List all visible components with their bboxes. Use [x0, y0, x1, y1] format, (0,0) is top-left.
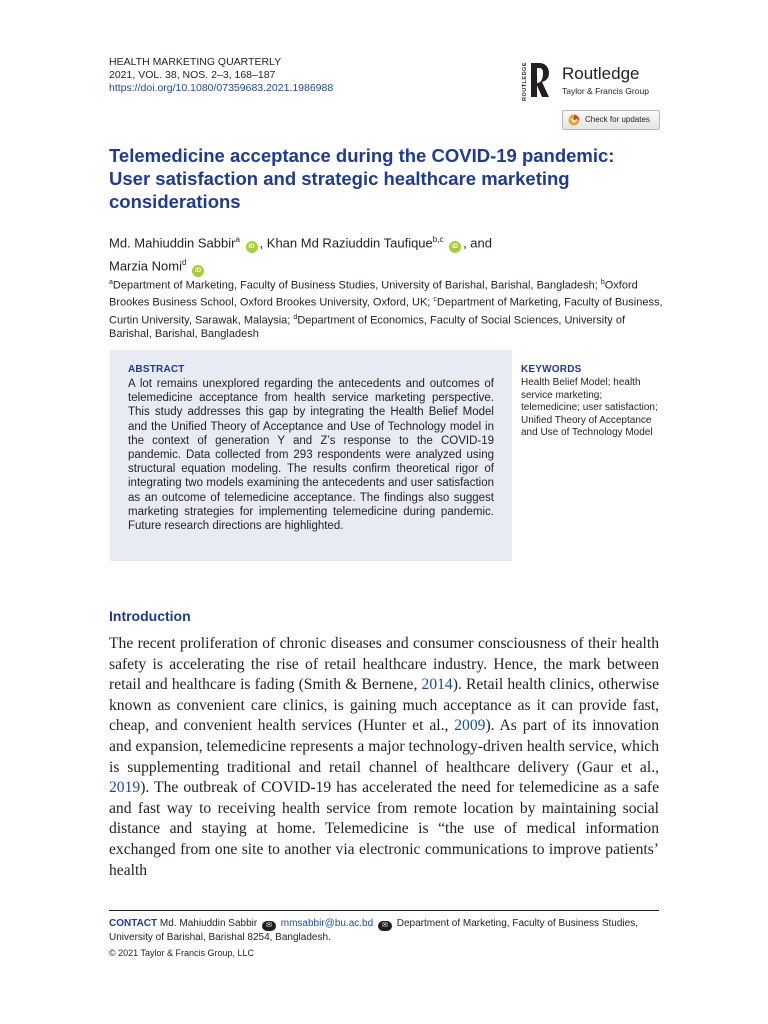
footnote-divider: [109, 910, 659, 911]
affiliation-d: Department of Economics, Faculty of Social Sciences, University of Barishal, Barishal, Bangladesh: [109, 314, 625, 341]
contact-email[interactable]: mmsabbir@bu.ac.bd: [280, 918, 374, 929]
affiliations: [109, 276, 669, 342]
introduction-heading: Introduction: [109, 608, 191, 624]
journal-volume: 2021, VOL. 38, NOS. 2–3, 168–187: [109, 69, 276, 81]
logo-vertical-text: ROUTLEDGE: [522, 62, 528, 102]
affiliation-mark: c: [433, 296, 437, 304]
affiliation-a: Department of Marketing, Faculty of Business Studies, University of Barishal, Barishal, Bangladesh;: [112, 279, 601, 292]
body-text-segment: ). The outbreak of COVID-19 has accelerated the need for telemedicine as a safe and fast way to receiving health service from remote location by maintaining social distance and staying at home. Telemedicine is “the use of medical information exchanged from one site to another via electronic communications to improve patients’ health: [109, 779, 659, 879]
journal-meta: [109, 56, 333, 95]
contact-footnote: [109, 917, 659, 944]
article-title: Telemedicine acceptance during the COVID-19 pandemic: User satisfaction and strategic healthcare marketing considerations: [109, 145, 615, 212]
check-for-updates-button[interactable]: [562, 110, 660, 130]
body-text-segment: ). As part of its innovation and expansion, telemedicine represents a major technology-driven health service, which is supplementing traditional and retail channel of healthcare delivery (Gaur et al.,: [109, 717, 659, 776]
publisher-logo: [522, 60, 662, 100]
publisher-name: Routledge: [562, 64, 640, 83]
citation-link[interactable]: 2014: [421, 676, 453, 694]
doi-link[interactable]: https://doi.org/10.1080/07359683.2021.1986988: [109, 82, 334, 94]
orcid-icon[interactable]: iD: [449, 241, 461, 253]
address-icon: ✉: [378, 921, 392, 931]
affiliation-mark: d: [293, 313, 298, 321]
author-separator: , and: [463, 235, 492, 251]
body-text-segment: The recent proliferation of chronic diseases and consumer consciousness of their health safety is accelerating the rise of retail healthcare industry. Hence, the mark between retail and healthcare is fading (Smith & Bernene,: [109, 635, 659, 694]
introduction-body: [109, 634, 659, 881]
body-text-segment: ). Retail health clinics, otherwise known as convenient care clinics, is gaining much acceptance as it can provide fast, cheap, and convenient health services (Hunter et al.,: [109, 676, 659, 735]
orcid-icon[interactable]: iD: [192, 265, 204, 277]
author-list: [109, 230, 669, 277]
affiliation-mark: a: [109, 279, 113, 286]
contact-name: Md. Mahiuddin Sabbir: [159, 918, 258, 929]
orcid-icon[interactable]: iD: [246, 241, 258, 253]
citation-link[interactable]: 2019: [109, 779, 141, 797]
author-name: Khan Md Raziuddin Taufique: [266, 235, 433, 251]
abstract-heading: ABSTRACT: [128, 364, 185, 375]
check-updates-icon: [568, 114, 580, 126]
affiliation-b: Oxford Brookes Business School, Oxford Brookes University, Oxford, UK;: [109, 279, 638, 310]
affiliation-mark: b: [600, 279, 605, 286]
email-icon: ✉: [262, 921, 276, 931]
author-affiliation-mark: a: [235, 235, 240, 244]
abstract-text: A lot remains unexplored regarding the antecedents and outcomes of telemedicine acceptance from health service marketing perspective. This study addresses this gap by integrating the Health Belief Model and the Unified Theory of Acceptance and Use of Technology model in the context of generation Y and Z’s response to the COVID-19 pandemic. Data collected from 293 respondents were analyzed using structural equation modeling. The results confirm theoretical rigor of integrating two models examining the antecedents and user satisfaction as an outcome of telemedicine acceptance. The findings also suggest marketing strategies for implementing telemedicine during pandemic. Future research directions are highlighted.: [128, 378, 494, 533]
journal-name: HEALTH MARKETING QUARTERLY: [109, 56, 282, 68]
citation-link[interactable]: 2009: [454, 717, 486, 735]
author-affiliation-mark: d: [181, 258, 187, 268]
publisher-group: Taylor & Francis Group: [562, 86, 649, 96]
keywords-text: Health Belief Model; health service marketing; telemedicine; user satisfaction; Unified Theory of Acceptance and Use of Technology Model: [521, 377, 658, 439]
author-affiliation-mark: b,c: [432, 235, 444, 244]
author-name: Md. Mahiuddin Sabbir: [109, 235, 236, 251]
keywords-heading: KEYWORDS: [521, 364, 582, 375]
author-name: Marzia Nomi: [109, 258, 182, 274]
check-updates-label: Check for updates: [585, 115, 650, 124]
author-separator: ,: [259, 235, 267, 251]
contact-address: Department of Marketing, Faculty of Business Studies, University of Barishal, Barishal 8254, Bangladesh.: [109, 918, 638, 943]
contact-label: CONTACT: [109, 918, 158, 929]
routledge-r-icon: [522, 60, 552, 100]
copyright: © 2021 Taylor & Francis Group, LLC: [109, 948, 255, 958]
affiliation-c: Department of Marketing, Faculty of Business, Curtin University, Sarawak, Malaysia;: [109, 297, 663, 327]
